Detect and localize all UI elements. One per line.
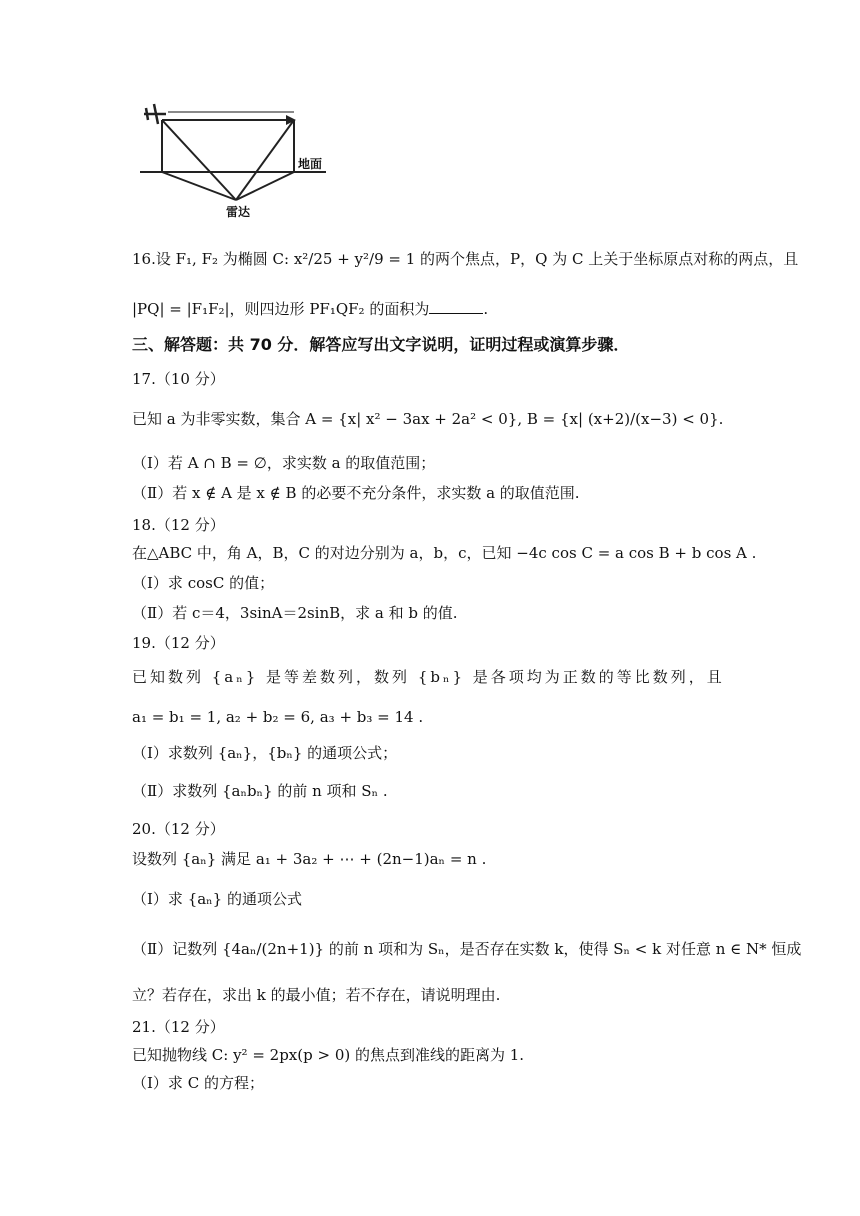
q19-part1: （Ⅰ）求数列 {aₙ}，{bₙ} 的通项公式； [132,744,398,762]
q18-part1: （Ⅰ）求 cosC 的值； [132,574,275,592]
q21-header: 21.（12 分） [132,1018,225,1036]
q19-header: 19.（12 分） [132,634,225,652]
q20-stem: 设数列 {aₙ} 满足 a₁ + 3a₂ + ⋯ + (2n−1)aₙ = n . [132,850,487,868]
q16-line2-text: |PQ| = |F₁F₂|，则四边形 PF₁QF₂ 的面积为 [132,300,430,318]
q17-part2: （Ⅱ）若 x ∉ A 是 x ∉ B 的必要不充分条件，求实数 a 的取值范围. [132,484,580,502]
answer-blank [429,299,483,314]
q19-stem2: a₁ = b₁ = 1, a₂ + b₂ = 6, a₃ + b₃ = 14 . [132,708,424,726]
q16-line2 [132,298,760,320]
q19-part2: （Ⅱ）求数列 {aₙbₙ} 的前 n 项和 Sₙ . [132,782,388,800]
q21-stem: 已知抛物线 C: y² = 2px(p > 0) 的焦点到准线的距离为 1. [132,1046,525,1064]
q17-part1: （Ⅰ）若 A ∩ B = ∅，求实数 a 的取值范围； [132,454,436,472]
q17-header: 17.（10 分） [132,370,225,388]
q20-part1: （Ⅰ）求 {aₙ} 的通项公式 [132,890,302,908]
q20-part2-line1: （Ⅱ）记数列 {4aₙ/(2n+1)} 的前 n 项和为 Sₙ，是否存在实数 k，使得 Sₙ < k 对任意 n ∈ N* 恒成 [132,940,802,958]
q16-line2-end: . [483,300,489,318]
q18-stem: 在△ABC 中，角 A，B，C 的对边分别为 a，b，c，已知 −4c cos C = a cos B + b cos A . [132,544,757,562]
q18-header: 18.（12 分） [132,516,225,534]
q17-stem: 已知 a 为非零实数，集合 A = {x| x² − 3ax + 2a² < 0}, B = {x| (x+2)/(x−3) < 0}. [132,410,724,428]
ground-label: 地面 [298,157,323,171]
radar-plane-figure [136,96,336,220]
q18-part2: （Ⅱ）若 c＝4，3sinA＝2sinB，求 a 和 b 的值. [132,604,458,622]
q21-part1: （Ⅰ）求 C 的方程； [132,1074,264,1092]
section-3-heading: 三、解答题：共 70 分．解答应写出文字说明，证明过程或演算步骤． [132,335,630,354]
q19-stem1: 已知数列 {aₙ} 是等差数列，数列 {bₙ} 是各项均为正数的等比数列，且 [132,668,725,686]
q20-header: 20.（12 分） [132,820,225,838]
radar-label: 雷达 [226,205,251,219]
q16-line1: 16.设 F₁, F₂ 为椭圆 C: x²/25 + y²/9 = 1 的两个焦点，P，Q 为 C 上关于坐标原点对称的两点，且 [132,250,799,268]
q20-part2-line2: 立？若存在，求出 k 的最小值；若不存在，请说明理由. [132,986,501,1004]
